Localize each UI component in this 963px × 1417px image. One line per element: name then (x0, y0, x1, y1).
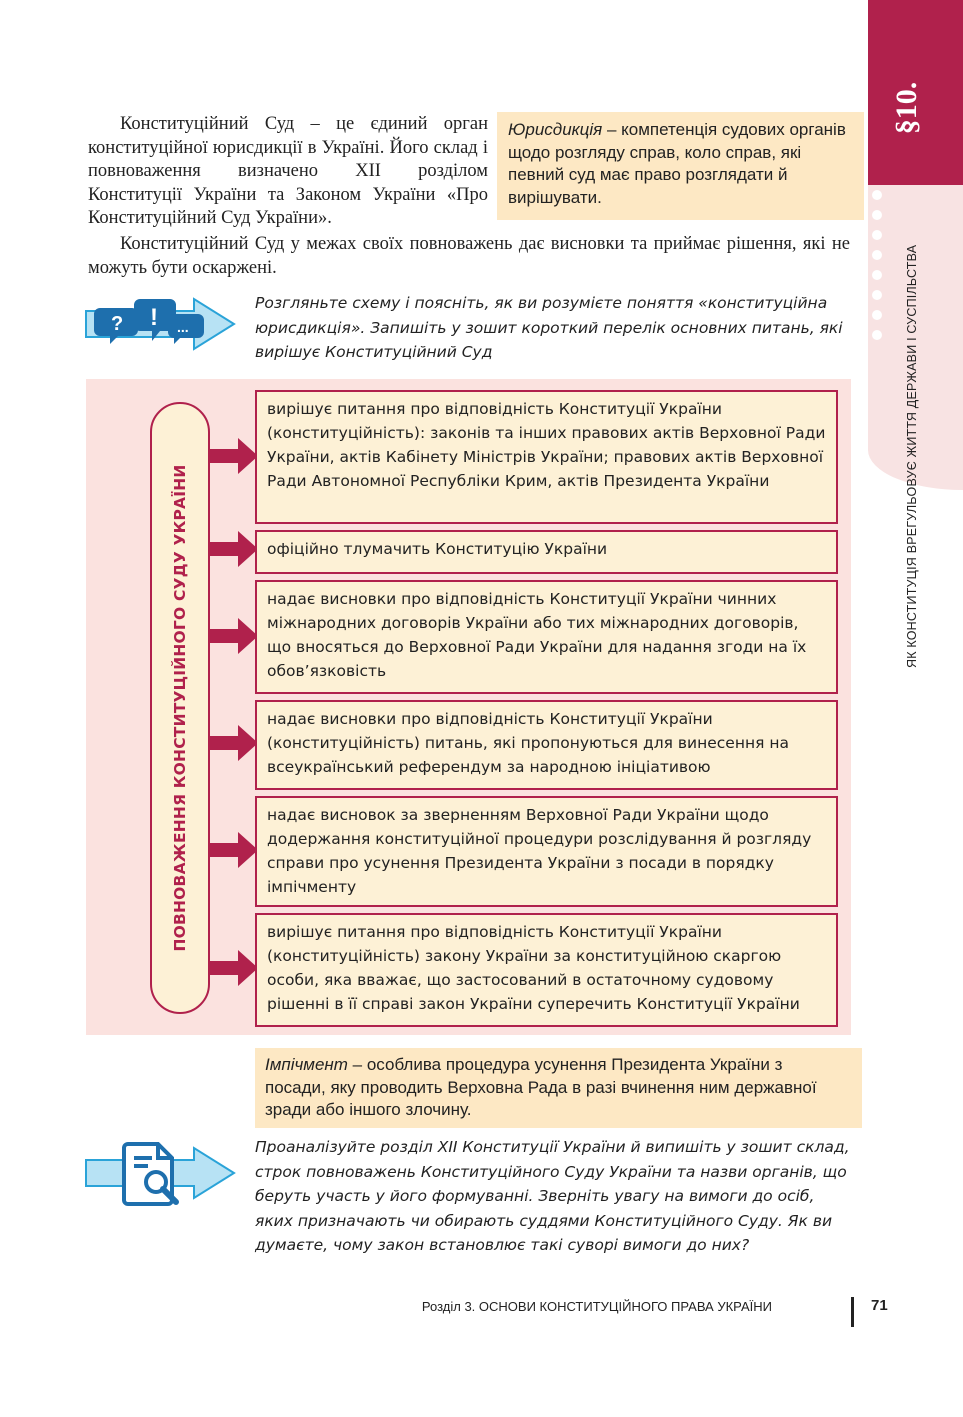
definition-term: Юрисдикція (508, 120, 603, 139)
page-footer (0, 1297, 890, 1327)
perforation-decoration (870, 190, 884, 360)
scheme-item: надає висновок за зверненням Верховної Ради України щодо додержання конституційної процедури розслідування й розгляду справи про усунення Президента України з посади в порядку імпічменту (255, 796, 838, 907)
scheme-item: надає висновки про відповідність Конституції України (конституційність) питань, які пропонуються для винесення на всеукраїнський референдум за народною ініціативою (255, 700, 838, 790)
definition-text: – компетенція судових органів щодо розгляду справ, коло справ, які певний суд має право розглядати й вирішувати. (508, 120, 846, 207)
task-discussion-text: Розгляньте схему і поясніть, як ви розумієте поняття «конституційна юрисдикція». Запишіть у зошит короткий перелік основних питань, які вирішує Конституційний Суд (255, 294, 843, 361)
svg-text:?: ? (111, 313, 124, 335)
definition-term: Імпічмент (265, 1055, 348, 1074)
second-paragraph: Конституційний Суд у межах своїх повноважень дає висновки та приймає рішення, які не можуть бути оскаржені. (88, 234, 850, 278)
footer-section-label: Розділ 3. ОСНОВИ КОНСТИТУЦІЙНОГО ПРАВА УКРАЇНИ (421, 1299, 772, 1314)
discussion-bubbles-icon (84, 294, 236, 354)
scheme-item: надає висновки про відповідність Конституції України чинних міжнародних договорів України або тих міжнародних договорів, що вносяться до Верховної Ради України для надання згоди на їх обов’язковість (255, 580, 838, 694)
task-analysis-text: Проаналізуйте розділ XII Конституції України й випишіть у зошит склад, строк повноважень Конституційного Суду України та назви органів, що беруть участь у його формуванні. Зверніть увагу на вимоги до осіб, яких призначають чи обирають суддями Конституційного Суду. Як ви думаєте, чому закон встановлює такі суворі вимоги до них? (255, 1138, 850, 1254)
arrow-right-icon (210, 438, 258, 474)
arrow-right-icon (210, 725, 258, 761)
scheme-item: вирішує питання про відповідність Конституції України (конституційність): законів та інших правових актів Верховної Ради України, актів Кабінету Міністрів України; правових актів Верховної Ради Автономної Республіки Крим, актів Президента України (255, 390, 838, 524)
document-search-icon (84, 1140, 236, 1206)
definition-text: – особлива процедура усунення Президента України з посади, яку проводить Верховна Рада в разі вчинення ним державної зради або іншого злочину. (265, 1055, 817, 1119)
definition-impeachment (255, 1048, 862, 1128)
arrow-right-icon (210, 950, 258, 986)
page-number: 71 (871, 1297, 888, 1314)
scheme-item: вирішує питання про відповідність Конституції України (конституційність) закону України за конституційною скаргою особи, яка вважає, що застосований в остаточному судовому рішенні в її справі закон України суперечить Конституції України (255, 913, 838, 1027)
arrow-right-icon (210, 531, 258, 567)
scheme-title-text: ПОВНОВАЖЕННЯ КОНСТИТУЦІЙНОГО СУДУ УКРАЇНИ (171, 464, 189, 952)
svg-text:!: ! (150, 304, 158, 331)
footer-divider (851, 1297, 854, 1327)
definition-jurisdiction (497, 112, 864, 220)
arrow-right-icon (210, 832, 258, 868)
arrow-right-icon (210, 618, 258, 654)
chapter-title-text: ЯК КОНСТИТУЦІЯ ВРЕГУЛЬОВУЄ ЖИТТЯ ДЕРЖАВИ І СУСПІЛЬСТВА (905, 244, 919, 668)
svg-text:...: ... (177, 319, 189, 335)
section-number: §10. (890, 81, 923, 135)
scheme-item: офіційно тлумачить Конституцію України (255, 530, 838, 574)
intro-paragraph: Конституційний Суд – це єдиний орган конституційної юрисдикції в Україні. Його склад і повноваження визначено XII розділом Конституції України та Законом України «Про Конституційний Суд України». (88, 114, 488, 228)
